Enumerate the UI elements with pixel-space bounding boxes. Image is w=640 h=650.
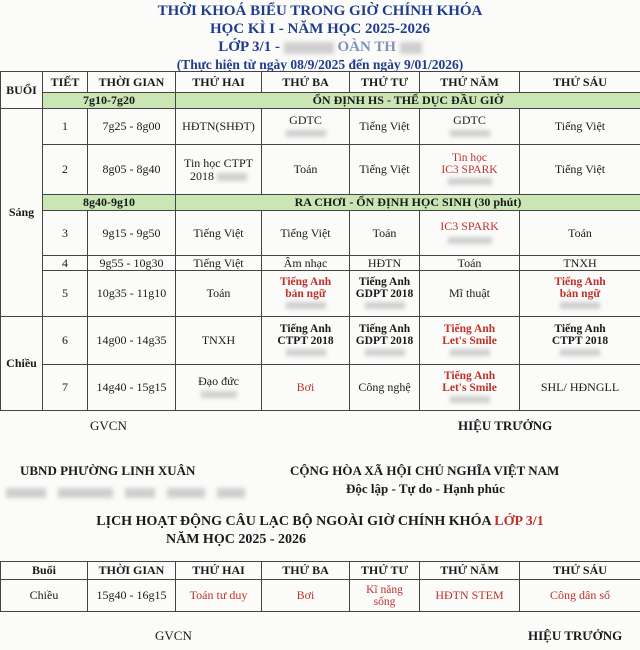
- col-header-time: THỜI GIAN: [88, 72, 176, 93]
- club-session: Chiều: [1, 580, 88, 612]
- club-col-time: THỜI GIAN: [88, 562, 176, 580]
- admin-right2: Độc lập - Tự do - Hạnh phúc: [346, 481, 505, 496]
- admin-right1: CỘNG HÒA XÃ HỘI CHỦ NGHĨA VIỆT NAM: [290, 463, 560, 478]
- p2-time: 8g05 - 8g40: [88, 145, 176, 195]
- p4-time: 9g55 - 10g30: [88, 256, 176, 271]
- p7-time: 14g40 - 15g15: [88, 365, 176, 411]
- effective-dates: (Thực hiện từ ngày 08/9/2025 đến ngày 9/01/2026): [176, 57, 464, 72]
- club-col-wed: THỨ TƯ: [350, 562, 420, 580]
- p5-mon: Toán: [176, 271, 262, 317]
- col-header-wed: THỨ TƯ: [350, 72, 420, 93]
- club-tue: Bơi: [262, 580, 350, 612]
- p4-tue: Âm nhạc: [262, 256, 350, 271]
- p1-fri: Tiếng Việt: [520, 109, 640, 145]
- p4-thu: Toán: [420, 256, 520, 271]
- class-prefix: LỚP 3/1 -: [218, 39, 280, 55]
- club-col-session: Buổi: [1, 562, 88, 580]
- session-morning: Sáng: [1, 109, 43, 317]
- p1-time: 7g25 - 8g00: [88, 109, 176, 145]
- p6-tue: Tiếng Anh CTPT 2018: [262, 317, 350, 365]
- p5-time: 10g35 - 11g10: [88, 271, 176, 317]
- blurred-name: [284, 42, 334, 54]
- band2-time: 8g40-9g10: [43, 195, 176, 211]
- blurred-name-tail: [400, 42, 422, 54]
- sign2-principal: HIỆU TRƯỞNG: [528, 628, 623, 643]
- class-title: [0, 39, 640, 56]
- p5-wed: Tiếng Anh GDPT 2018: [350, 271, 420, 317]
- p1-thu: GDTC: [420, 109, 520, 145]
- p7-thu: Tiếng Anh Let's Smile: [420, 365, 520, 411]
- col-header-session: BUỔI: [1, 72, 43, 109]
- club-wed: Kĩ năng sống: [350, 580, 420, 612]
- club-table: [0, 561, 640, 612]
- band2-label: RA CHƠI - ỔN ĐỊNH HỌC SINH (30 phút): [176, 195, 640, 211]
- p2-fri: Tiếng Việt: [520, 145, 640, 195]
- p1-tue: GDTC: [262, 109, 350, 145]
- p4-fri: TNXH: [520, 256, 640, 271]
- p4-mon: Tiếng Việt: [176, 256, 262, 271]
- blurred-school: [6, 484, 245, 502]
- class-name-partial: OÀN TH: [337, 39, 396, 55]
- p3-mon: Tiếng Việt: [176, 211, 262, 256]
- p5-tue: Tiếng Anh bản ngữ: [262, 271, 350, 317]
- p6-wed: Tiếng Anh GDPT 2018: [350, 317, 420, 365]
- club-year: NĂM HỌC 2025 - 2026: [166, 532, 306, 547]
- p2-wed: Tiếng Việt: [350, 145, 420, 195]
- p6-thu: Tiếng Anh Let's Smile: [420, 317, 520, 365]
- period-4: 4: [43, 256, 88, 271]
- p2-tue: Toán: [262, 145, 350, 195]
- p7-mon: Đạo đức: [176, 365, 262, 411]
- club-time: 15g40 - 16g15: [88, 580, 176, 612]
- col-header-thu: THỨ NĂM: [420, 72, 520, 93]
- period-3: 3: [43, 211, 88, 256]
- p1-mon: HĐTN(SHĐT): [176, 109, 262, 145]
- timetable-title: THỜI KHOÁ BIỂU TRONG GIỜ CHÍNH KHÓA: [157, 3, 483, 19]
- club-title: LỊCH HOẠT ĐỘNG CÂU LẠC BỘ NGOÀI GIỜ CHÍNH KHÓA LỚP 3/1: [96, 514, 544, 529]
- col-header-fri: THỨ SÁU: [520, 72, 640, 93]
- band1-label: ỔN ĐỊNH HS - THỂ DỤC ĐẦU GIỜ: [176, 93, 640, 109]
- club-col-thu: THỨ NĂM: [420, 562, 520, 580]
- period-7: 7: [43, 365, 88, 411]
- p1-wed: Tiếng Việt: [350, 109, 420, 145]
- p5-thu: Mĩ thuật: [420, 271, 520, 317]
- band1-time: 7g10-7g20: [43, 93, 176, 109]
- p3-time: 9g15 - 9g50: [88, 211, 176, 256]
- p3-fri: Toán: [520, 211, 640, 256]
- p3-tue: Tiếng Việt: [262, 211, 350, 256]
- period-6: 6: [43, 317, 88, 365]
- club-col-tue: THỨ BA: [262, 562, 350, 580]
- p7-fri: SHL/ HĐNGLL: [520, 365, 640, 411]
- p6-fri: Tiếng Anh CTPT 2018: [520, 317, 640, 365]
- col-header-tue: THỨ BA: [262, 72, 350, 93]
- club-col-mon: THỨ HAI: [176, 562, 262, 580]
- admin-left: UBND PHƯỜNG LINH XUÂN: [20, 463, 196, 478]
- p4-wed: HĐTN: [350, 256, 420, 271]
- club-col-fri: THỨ SÁU: [520, 562, 640, 580]
- period-1: 1: [43, 109, 88, 145]
- main-timetable: [0, 71, 640, 411]
- sign2-gvcn: GVCN: [155, 628, 192, 643]
- col-header-period: TIẾT: [43, 72, 88, 93]
- p5-fri: Tiếng Anh bản ngữ: [520, 271, 640, 317]
- p7-tue: Bơi: [262, 365, 350, 411]
- term-title: HỌC KÌ I - NĂM HỌC 2025-2026: [210, 21, 430, 37]
- sign1-gvcn: GVCN: [90, 418, 127, 433]
- p3-thu: IC3 SPARK: [420, 211, 520, 256]
- sign1-principal: HIỆU TRƯỞNG: [458, 418, 553, 433]
- club-fri: Công dân số: [520, 580, 640, 612]
- col-header-mon: THỨ HAI: [176, 72, 262, 93]
- p6-time: 14g00 - 14g35: [88, 317, 176, 365]
- club-thu: HĐTN STEM: [420, 580, 520, 612]
- period-2: 2: [43, 145, 88, 195]
- p2-thu: Tin học IC3 SPARK: [420, 145, 520, 195]
- club-mon: Toán tư duy: [176, 580, 262, 612]
- session-afternoon: Chiều: [1, 317, 43, 411]
- period-5: 5: [43, 271, 88, 317]
- p7-wed: Công nghệ: [350, 365, 420, 411]
- p6-mon: TNXH: [176, 317, 262, 365]
- p3-wed: Toán: [350, 211, 420, 256]
- p2-mon: Tin học CTPT 2018: [176, 145, 262, 195]
